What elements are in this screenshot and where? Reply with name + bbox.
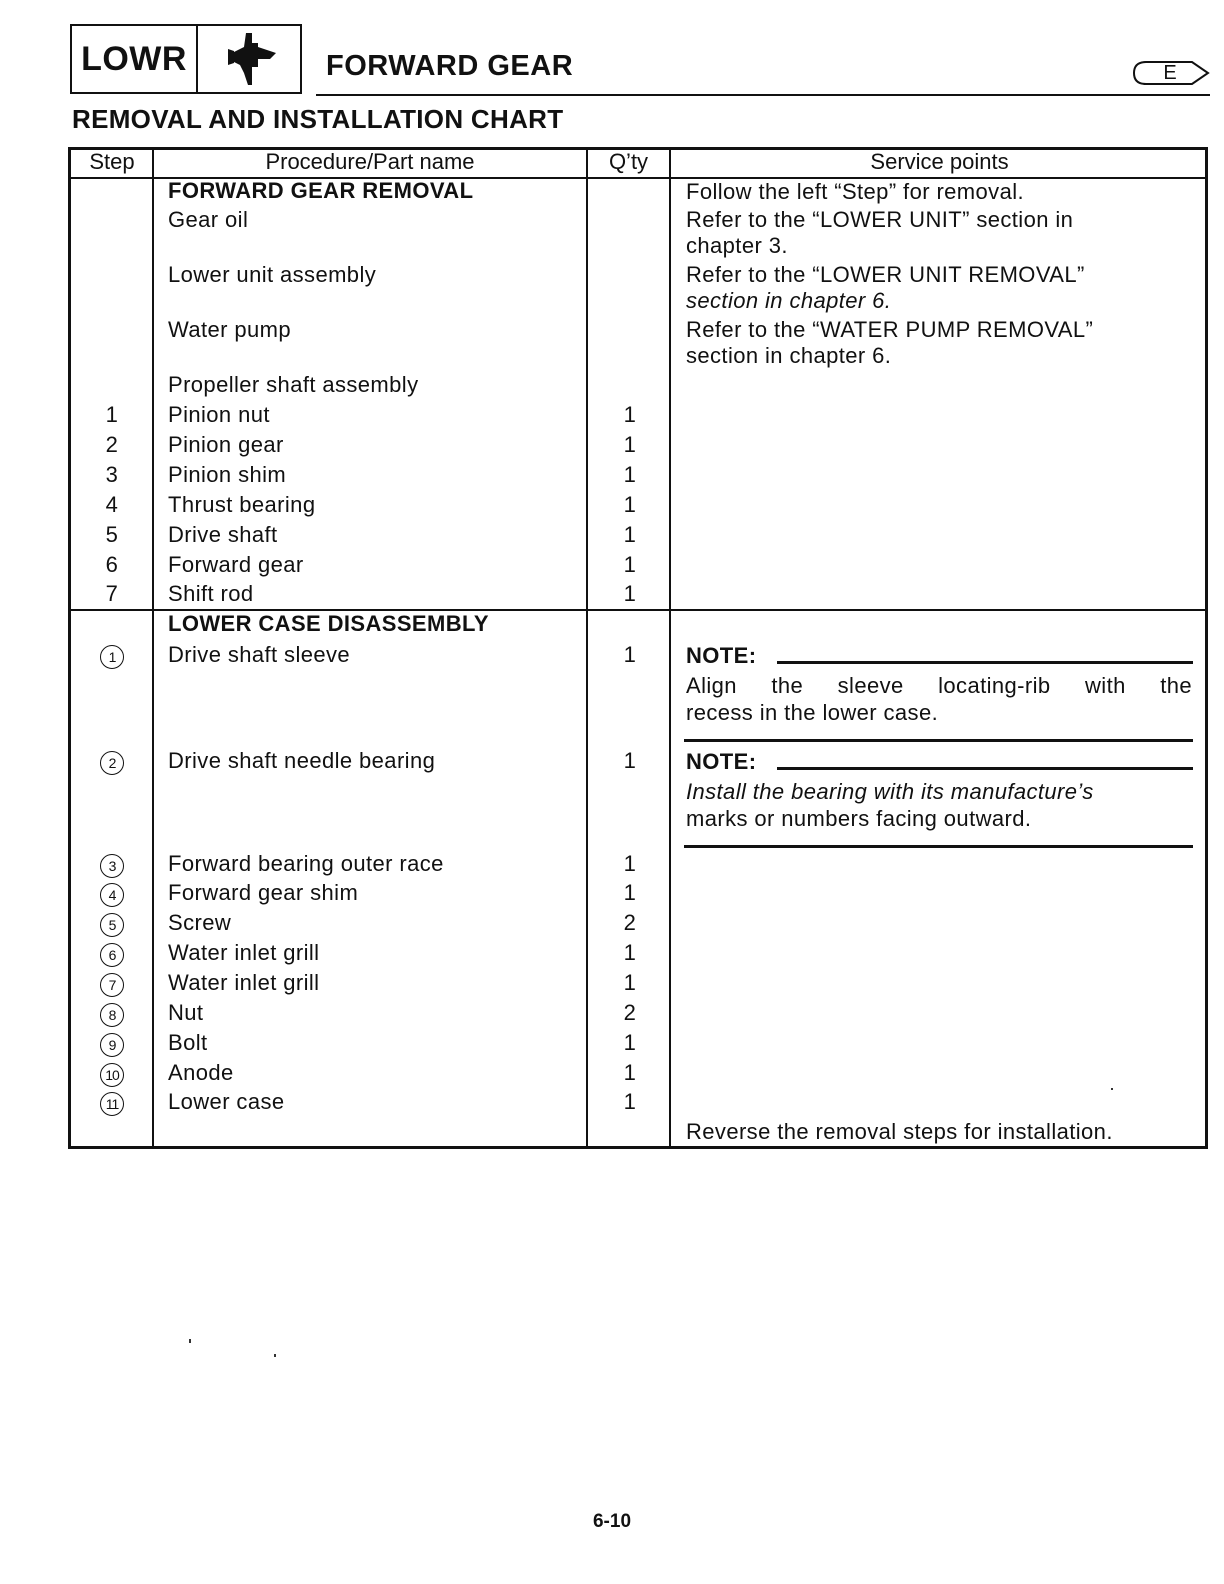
- step-qty: 1: [623, 970, 637, 995]
- scan-speck: [189, 1339, 191, 1343]
- step-number: [72, 880, 152, 907]
- step-number: [72, 851, 152, 878]
- page-title: FORWARD GEAR: [326, 50, 574, 82]
- step-part: Drive shaft needle bearing: [168, 748, 436, 773]
- step-qty: 1: [623, 522, 637, 547]
- step-number: 4: [105, 492, 119, 517]
- step-qty: 1: [623, 432, 637, 457]
- step-qty: 1: [623, 1030, 637, 1055]
- column-header-step: Step: [89, 149, 135, 174]
- removal-service-intro: Follow the left “Step” for removal.: [686, 179, 1025, 204]
- note-rule: [777, 767, 1193, 770]
- column-header-qty: Q’ty: [608, 149, 649, 174]
- step-number: 6: [105, 552, 119, 577]
- column-divider: [152, 147, 154, 1149]
- step-part: Bolt: [168, 1030, 208, 1055]
- note-label: NOTE:: [686, 643, 757, 668]
- scan-speck: [1111, 1088, 1113, 1090]
- step-qty: 1: [623, 402, 637, 427]
- step-part: Thrust bearing: [168, 492, 316, 517]
- prereq-service: section in chapter 6.: [686, 288, 892, 313]
- step-part: Nut: [168, 1000, 204, 1025]
- prereq-service: Refer to the “WATER PUMP REMOVAL”: [686, 317, 1094, 342]
- step-part: Anode: [168, 1060, 234, 1085]
- step-qty: 1: [623, 552, 637, 577]
- step-part: Pinion shim: [168, 462, 287, 487]
- step-number: [72, 1089, 152, 1116]
- section-tag-box: [70, 24, 302, 94]
- step-part: Pinion gear: [168, 432, 284, 457]
- step-qty: 1: [623, 851, 637, 876]
- prereq-part: Gear oil: [168, 207, 249, 232]
- prereq-part: Water pump: [168, 317, 292, 342]
- step-number: [72, 748, 152, 775]
- circled-step-number: 9: [100, 1033, 124, 1057]
- circled-step-number: 10: [100, 1063, 124, 1087]
- step-part: Water inlet grill: [168, 970, 320, 995]
- section-tag: LOWR: [72, 26, 198, 92]
- step-part: Drive shaft sleeve: [168, 642, 351, 667]
- prereq-service: Refer to the “LOWER UNIT REMOVAL”: [686, 262, 1085, 287]
- step-qty: 1: [623, 581, 637, 606]
- language-code: E: [1163, 62, 1177, 84]
- note-end-rule: [684, 845, 1193, 848]
- circled-step-number: 3: [100, 854, 124, 878]
- note-text: Install the bearing with its manufacture’s: [686, 779, 1094, 804]
- step-qty: 1: [623, 940, 637, 965]
- circled-step-number: 7: [100, 973, 124, 997]
- step-qty: 2: [623, 1000, 637, 1025]
- step-number: [72, 1030, 152, 1057]
- circled-step-number: 6: [100, 943, 124, 967]
- step-number: [72, 970, 152, 997]
- step-part: Forward gear: [168, 552, 304, 577]
- step-part: Pinion nut: [168, 402, 270, 427]
- prereq-service: section in chapter 6.: [686, 343, 892, 368]
- step-part: Screw: [168, 910, 232, 935]
- prereq-service: Refer to the “LOWER UNIT” section in: [686, 207, 1074, 232]
- circled-step-number: 1: [100, 645, 124, 669]
- step-number: [72, 642, 152, 669]
- step-number: [72, 940, 152, 967]
- scan-speck: [274, 1354, 276, 1357]
- column-divider: [586, 147, 588, 1149]
- language-badge: [1132, 60, 1210, 91]
- step-number: 3: [105, 462, 119, 487]
- note-text: Align the sleeve locating-rib with the: [686, 673, 1192, 698]
- step-number: 7: [105, 581, 119, 606]
- step-qty: 1: [623, 748, 637, 773]
- step-number: [72, 1000, 152, 1027]
- step-qty: 1: [623, 880, 637, 905]
- step-qty: 1: [623, 642, 637, 667]
- step-number: 1: [105, 402, 119, 427]
- step-qty: 2: [623, 910, 637, 935]
- note-rule: [777, 661, 1193, 664]
- circled-step-number: 5: [100, 913, 124, 937]
- note-text: recess in the lower case.: [686, 700, 939, 725]
- installation-note: Reverse the removal steps for installation.: [686, 1119, 1113, 1144]
- step-part: Shift rod: [168, 581, 254, 606]
- prereq-part: Propeller shaft assembly: [168, 372, 419, 397]
- note-text: marks or numbers facing outward.: [686, 806, 1032, 831]
- step-part: Forward gear shim: [168, 880, 359, 905]
- column-header-service: Service points: [870, 149, 1009, 174]
- column-header-procedure: Procedure/Part name: [265, 149, 475, 174]
- step-qty: 1: [623, 1089, 637, 1114]
- page-number: 6-10: [592, 1511, 632, 1532]
- note-label: NOTE:: [686, 749, 757, 774]
- circled-step-number: 11: [100, 1092, 124, 1116]
- step-number: [72, 1060, 152, 1087]
- chart-title: REMOVAL AND INSTALLATION CHART: [72, 104, 564, 134]
- note-end-rule: [684, 739, 1193, 742]
- header-divider: [316, 94, 1210, 96]
- step-part: Forward bearing outer race: [168, 851, 444, 876]
- step-part: Water inlet grill: [168, 940, 320, 965]
- step-part: Lower case: [168, 1089, 285, 1114]
- circled-step-number: 2: [100, 751, 124, 775]
- step-number: 5: [105, 522, 119, 547]
- step-number: [72, 910, 152, 937]
- step-qty: 1: [623, 462, 637, 487]
- step-qty: 1: [623, 1060, 637, 1085]
- circled-step-number: 4: [100, 883, 124, 907]
- step-qty: 1: [623, 492, 637, 517]
- disassembly-heading: LOWER CASE DISASSEMBLY: [168, 611, 489, 636]
- removal-heading: FORWARD GEAR REMOVAL: [168, 178, 474, 203]
- step-part: Drive shaft: [168, 522, 278, 547]
- step-number: 2: [105, 432, 119, 457]
- lower-unit-icon: [214, 29, 284, 89]
- prereq-part: Lower unit assembly: [168, 262, 377, 287]
- circled-step-number: 8: [100, 1003, 124, 1027]
- prereq-service: chapter 3.: [686, 233, 788, 258]
